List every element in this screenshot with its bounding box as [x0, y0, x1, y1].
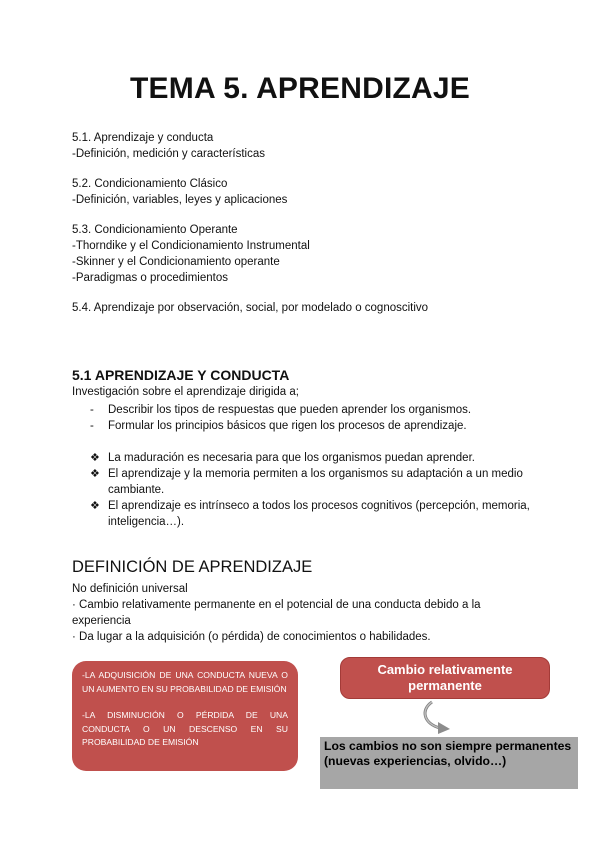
list-item-text: El aprendizaje y la memoria permiten a los organismos su adaptación a un medio cambiante. — [108, 468, 523, 496]
page-title: TEMA 5. APRENDIZAJE — [130, 72, 470, 105]
table-of-contents — [72, 130, 428, 330]
loss-text: -LA DISMINUCIÓN O PÉRDIDA DE UNA CONDUCTA O UN DESCENSO EN SU PROBABILIDAD DE EMISIÓN — [82, 710, 288, 747]
acquisition-text: -LA ADQUISICIÓN DE UNA CONDUCTA NUEVA O UN AUMENTO EN SU PROBABILIDAD DE EMISIÓN — [82, 670, 288, 694]
definition-line: · Da lugar a la adquisición (o pérdida) de conocimientos o habilidades. — [72, 631, 431, 643]
toc-group-5-4 — [72, 300, 428, 316]
acquisition-loss-box — [72, 661, 298, 771]
toc-heading: 5.3. Condicionamiento Operante — [72, 224, 238, 236]
toc-item: -Definición, variables, leyes y aplicaciones — [72, 194, 288, 206]
toc-group-5-1 — [72, 130, 428, 162]
changes-note-box: Los cambios no son siempre permanentes (nuevas experiencias, olvido…) — [320, 737, 578, 789]
toc-group-5-3 — [72, 222, 428, 286]
toc-heading: 5.4. Aprendizaje por observación, social, por modelado o cognoscitivo — [72, 302, 429, 314]
diamond-list — [90, 450, 530, 530]
list-item: - Formular los principios básicos que rigen los procesos de aprendizaje. — [90, 418, 471, 434]
definition-line: No definición universal — [72, 583, 188, 595]
permanent-change-label: Cambio relativamente permanente — [340, 657, 550, 699]
definition-body — [72, 581, 532, 645]
definition-line: · Cambio relativamente permanente en el potencial de una conducta debido a la experiencia — [72, 599, 481, 627]
list-item-text: El aprendizaje es intrínseco a todos los procesos cognitivos (percepción, memoria, inteligencia…). — [108, 500, 530, 528]
diamond-bullet-icon: ❖ — [90, 500, 100, 512]
section-heading: 5.1 APRENDIZAJE Y CONDUCTA — [72, 367, 290, 383]
list-item: - Describir los tipos de respuestas que pueden aprender los organismos. — [90, 402, 471, 418]
toc-item: -Thorndike y el Condicionamiento Instrumental — [72, 240, 310, 252]
diamond-bullet-icon: ❖ — [90, 452, 100, 464]
list-item — [90, 466, 530, 498]
list-item — [90, 450, 530, 466]
list-item-text: La maduración es necesaria para que los organismos puedan aprender. — [108, 452, 475, 464]
diamond-bullet-icon: ❖ — [90, 468, 100, 480]
dash-list — [90, 402, 471, 434]
toc-item: -Definición, medición y características — [72, 148, 266, 160]
definition-heading: DEFINICIÓN DE APRENDIZAJE — [72, 558, 313, 576]
list-item — [90, 498, 530, 530]
curved-arrow-icon — [418, 700, 458, 736]
section-intro: Investigación sobre el aprendizaje dirigida a; — [72, 386, 299, 398]
toc-item: -Skinner y el Condicionamiento operante — [72, 256, 280, 268]
toc-group-5-2 — [72, 176, 428, 208]
toc-heading: 5.1. Aprendizaje y conducta — [72, 132, 214, 144]
toc-heading: 5.2. Condicionamiento Clásico — [72, 178, 228, 190]
toc-item: -Paradigmas o procedimientos — [72, 272, 228, 284]
